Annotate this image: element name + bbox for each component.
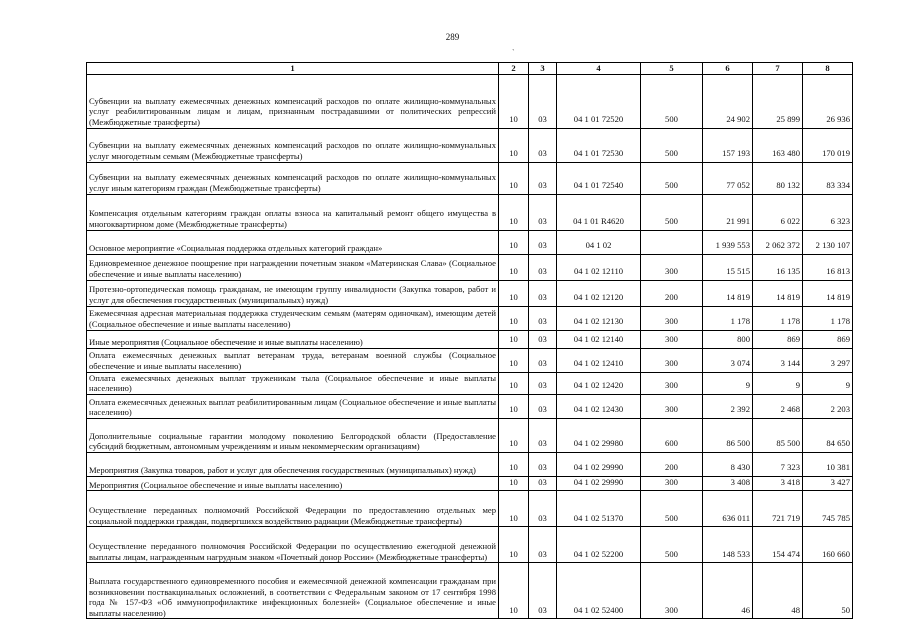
section-code: 10: [499, 280, 529, 306]
header-cell: 6: [703, 63, 753, 75]
expense-type-code: 600: [641, 418, 703, 452]
section-code: 10: [499, 194, 529, 230]
target-article-code: 04 1 02 12410: [557, 348, 641, 372]
subsection-code: 03: [529, 280, 557, 306]
target-article-code: 04 1 02 29990: [557, 452, 641, 476]
header-cell: 5: [641, 63, 703, 75]
row-description: Субвенции на выплату ежемесячных денежных компенсаций расходов по оплате жилищно-коммунальных услуг реабилитированным лицам и лицам, признанным пострадавшими от политических репрессий (Межбюджетные трансферты): [87, 74, 499, 128]
table-row: [87, 452, 853, 476]
table-row: [87, 476, 853, 491]
section-code: 10: [499, 330, 529, 348]
row-description: Основное мероприятие «Социальная поддержка отдельных категорий граждан»: [87, 230, 499, 254]
amount-year-2: 6 022: [753, 194, 803, 230]
row-description: Осуществление переданного полномочия Российской Федерации по осуществлению ежегодной денежной выплаты лицам, награжденным нагрудным знаком «Почетный донор России» (Межбюджетные трансферты): [87, 527, 499, 563]
amount-year-2: 154 474: [753, 527, 803, 563]
expense-type-code: 300: [641, 348, 703, 372]
table-body: [87, 74, 853, 619]
table-row: [87, 254, 853, 280]
amount-year-1: 8 430: [703, 452, 753, 476]
subsection-code: 03: [529, 452, 557, 476]
expense-type-code: 500: [641, 74, 703, 128]
subsection-code: 03: [529, 491, 557, 527]
target-article-code: 04 1 02 12130: [557, 306, 641, 330]
section-code: 10: [499, 476, 529, 491]
amount-year-1: 46: [703, 563, 753, 619]
row-description: Мероприятия (Социальное обеспечение и иные выплаты населению): [87, 476, 499, 491]
section-code: 10: [499, 418, 529, 452]
target-article-code: 04 1 01 72540: [557, 162, 641, 194]
target-article-code: 04 1 02 29980: [557, 418, 641, 452]
page-number: 289: [445, 32, 460, 42]
subsection-code: 03: [529, 476, 557, 491]
amount-year-1: 77 052: [703, 162, 753, 194]
amount-year-2: 2 468: [753, 394, 803, 418]
amount-year-3: 14 819: [803, 280, 853, 306]
header-cell: 4: [557, 63, 641, 75]
subsection-code: 03: [529, 348, 557, 372]
expense-type-code: 500: [641, 491, 703, 527]
amount-year-3: 10 381: [803, 452, 853, 476]
amount-year-1: 24 902: [703, 74, 753, 128]
amount-year-3: 83 334: [803, 162, 853, 194]
table-row: [87, 491, 853, 527]
amount-year-2: 48: [753, 563, 803, 619]
expense-type-code: 500: [641, 194, 703, 230]
amount-year-3: 869: [803, 330, 853, 348]
amount-year-3: 6 323: [803, 194, 853, 230]
row-description: Единовременное денежное поощрение при награждении почетным знаком «Материнская Слава» (Социальное обеспечение и иные выплаты населению): [87, 254, 499, 280]
row-description: Оплата ежемесячных денежных выплат труженикам тыла (Социальное обеспечение и иные выплаты населению): [87, 372, 499, 394]
target-article-code: 04 1 02 52400: [557, 563, 641, 619]
row-description: Субвенции на выплату ежемесячных денежных компенсаций расходов по оплате жилищно-коммунальных услуг иным категориям граждан (Межбюджетные трансферты): [87, 162, 499, 194]
table-row: [87, 563, 853, 619]
table-row: [87, 527, 853, 563]
subsection-code: 03: [529, 162, 557, 194]
amount-year-3: 16 813: [803, 254, 853, 280]
amount-year-2: 25 899: [753, 74, 803, 128]
header-row: [87, 63, 853, 75]
target-article-code: 04 1 02 12120: [557, 280, 641, 306]
target-article-code: 04 1 02 51370: [557, 491, 641, 527]
section-code: 10: [499, 348, 529, 372]
table-row: [87, 372, 853, 394]
budget-table: [86, 62, 853, 619]
amount-year-1: 148 533: [703, 527, 753, 563]
amount-year-2: 2 062 372: [753, 230, 803, 254]
target-article-code: 04 1 01 R4620: [557, 194, 641, 230]
expense-type-code: 200: [641, 452, 703, 476]
expense-type-code: 300: [641, 306, 703, 330]
amount-year-1: 21 991: [703, 194, 753, 230]
section-code: 10: [499, 128, 529, 162]
expense-type-code: 500: [641, 162, 703, 194]
row-description: Протезно-ортопедическая помощь гражданам, не имеющим группу инвалидности (Закупка товаров, работ и услуг для обеспечения государственных (муниципальных) нужд): [87, 280, 499, 306]
subsection-code: 03: [529, 527, 557, 563]
amount-year-2: 80 132: [753, 162, 803, 194]
amount-year-3: 170 019: [803, 128, 853, 162]
amount-year-3: 2 130 107: [803, 230, 853, 254]
table-row: [87, 418, 853, 452]
table-row: [87, 306, 853, 330]
table-row: [87, 394, 853, 418]
amount-year-2: 16 135: [753, 254, 803, 280]
expense-type-code: 300: [641, 330, 703, 348]
row-description: Иные мероприятия (Социальное обеспечение и иные выплаты населению): [87, 330, 499, 348]
subsection-code: 03: [529, 128, 557, 162]
subsection-code: 03: [529, 330, 557, 348]
row-description: Мероприятия (Закупка товаров, работ и услуг для обеспечения государственных (муниципальных) нужд): [87, 452, 499, 476]
target-article-code: 04 1 02 29990: [557, 476, 641, 491]
subsection-code: 03: [529, 306, 557, 330]
amount-year-2: 721 719: [753, 491, 803, 527]
subsection-code: 03: [529, 372, 557, 394]
section-code: 10: [499, 394, 529, 418]
target-article-code: 04 1 02 12430: [557, 394, 641, 418]
section-code: 10: [499, 563, 529, 619]
row-description: Оплата ежемесячных денежных выплат ветеранам труда, ветеранам военной службы (Социальное обеспечение и иные выплаты населению): [87, 348, 499, 372]
table-row: [87, 230, 853, 254]
target-article-code: 04 1 02 52200: [557, 527, 641, 563]
amount-year-1: 1 178: [703, 306, 753, 330]
amount-year-1: 14 819: [703, 280, 753, 306]
target-article-code: 04 1 02 12140: [557, 330, 641, 348]
amount-year-3: 1 178: [803, 306, 853, 330]
amount-year-1: 157 193: [703, 128, 753, 162]
amount-year-3: 160 660: [803, 527, 853, 563]
subsection-code: 03: [529, 254, 557, 280]
amount-year-1: 15 515: [703, 254, 753, 280]
amount-year-1: 3 408: [703, 476, 753, 491]
amount-year-2: 3 144: [753, 348, 803, 372]
subsection-code: 03: [529, 418, 557, 452]
section-code: 10: [499, 491, 529, 527]
scan-mark: `: [512, 48, 515, 57]
section-code: 10: [499, 230, 529, 254]
subsection-code: 03: [529, 563, 557, 619]
row-description: Компенсация отдельным категориям граждан оплаты взноса на капитальный ремонт общего имущества в многоквартирном доме (Межбюджетные трансферты): [87, 194, 499, 230]
amount-year-3: 3 427: [803, 476, 853, 491]
amount-year-2: 163 480: [753, 128, 803, 162]
header-cell: 7: [753, 63, 803, 75]
header-cell: 1: [87, 63, 499, 75]
amount-year-2: 9: [753, 372, 803, 394]
target-article-code: 04 1 02 12110: [557, 254, 641, 280]
row-description: Ежемесячная адресная материальная поддержка студенческим семьям (матерям одиночкам), имеющим детей (Социальное обеспечение и иные выплаты населению): [87, 306, 499, 330]
section-code: 10: [499, 372, 529, 394]
amount-year-3: 3 297: [803, 348, 853, 372]
target-article-code: 04 1 02: [557, 230, 641, 254]
section-code: 10: [499, 527, 529, 563]
amount-year-2: 14 819: [753, 280, 803, 306]
table-row: [87, 128, 853, 162]
section-code: 10: [499, 162, 529, 194]
section-code: 10: [499, 306, 529, 330]
target-article-code: 04 1 02 12420: [557, 372, 641, 394]
subsection-code: 03: [529, 230, 557, 254]
expense-type-code: 500: [641, 128, 703, 162]
table-row: [87, 280, 853, 306]
target-article-code: 04 1 01 72520: [557, 74, 641, 128]
expense-type-code: 300: [641, 254, 703, 280]
table-row: [87, 348, 853, 372]
target-article-code: 04 1 01 72530: [557, 128, 641, 162]
expense-type-code: 300: [641, 394, 703, 418]
expense-type-code: 300: [641, 372, 703, 394]
amount-year-3: 26 936: [803, 74, 853, 128]
amount-year-1: 2 392: [703, 394, 753, 418]
amount-year-2: 1 178: [753, 306, 803, 330]
amount-year-1: 636 011: [703, 491, 753, 527]
table-row: [87, 74, 853, 128]
amount-year-1: 9: [703, 372, 753, 394]
amount-year-3: 745 785: [803, 491, 853, 527]
amount-year-1: 3 074: [703, 348, 753, 372]
header-cell: 3: [529, 63, 557, 75]
row-description: Субвенции на выплату ежемесячных денежных компенсаций расходов по оплате жилищно-коммунальных услуг многодетным семьям (Межбюджетные трансферты): [87, 128, 499, 162]
amount-year-3: 50: [803, 563, 853, 619]
amount-year-3: 9: [803, 372, 853, 394]
amount-year-2: 869: [753, 330, 803, 348]
table-row: [87, 194, 853, 230]
section-code: 10: [499, 74, 529, 128]
subsection-code: 03: [529, 74, 557, 128]
table-row: [87, 162, 853, 194]
row-description: Дополнительные социальные гарантии молодому поколению Белгородской области (Предоставление субсидий бюджетным, автономным учреждениям и иным некоммерческим организациям): [87, 418, 499, 452]
row-description: Оплата ежемесячных денежных выплат реабилитированным лицам (Социальное обеспечение и иные выплаты населению): [87, 394, 499, 418]
expense-type-code: 500: [641, 527, 703, 563]
section-code: 10: [499, 254, 529, 280]
header-cell: 8: [803, 63, 853, 75]
expense-type-code: 200: [641, 280, 703, 306]
amount-year-2: 3 418: [753, 476, 803, 491]
amount-year-3: 84 650: [803, 418, 853, 452]
row-description: Выплата государственного единовременного пособия и ежемесячной денежной компенсации гражданам при возникновении поствакцинальных осложнений, в соответствии с Федеральным законом от 17 сентября 1998 года № 157-ФЗ «Об иммунопрофилактике инфекционных болезней» (Социальное обеспечение и иные выплаты населению): [87, 563, 499, 619]
row-description: Осуществление переданных полномочий Российской Федерации по предоставлению отдельных мер социальной поддержки граждан, подвергшихся воздействию радиации (Межбюджетные трансферты): [87, 491, 499, 527]
expense-type-code: 300: [641, 476, 703, 491]
amount-year-1: 1 939 553: [703, 230, 753, 254]
section-code: 10: [499, 452, 529, 476]
header-cell: 2: [499, 63, 529, 75]
expense-type-code: 300: [641, 563, 703, 619]
expense-type-code: [641, 230, 703, 254]
subsection-code: 03: [529, 194, 557, 230]
amount-year-1: 86 500: [703, 418, 753, 452]
table-row: [87, 330, 853, 348]
amount-year-2: 7 323: [753, 452, 803, 476]
amount-year-2: 85 500: [753, 418, 803, 452]
amount-year-3: 2 203: [803, 394, 853, 418]
subsection-code: 03: [529, 394, 557, 418]
amount-year-1: 800: [703, 330, 753, 348]
